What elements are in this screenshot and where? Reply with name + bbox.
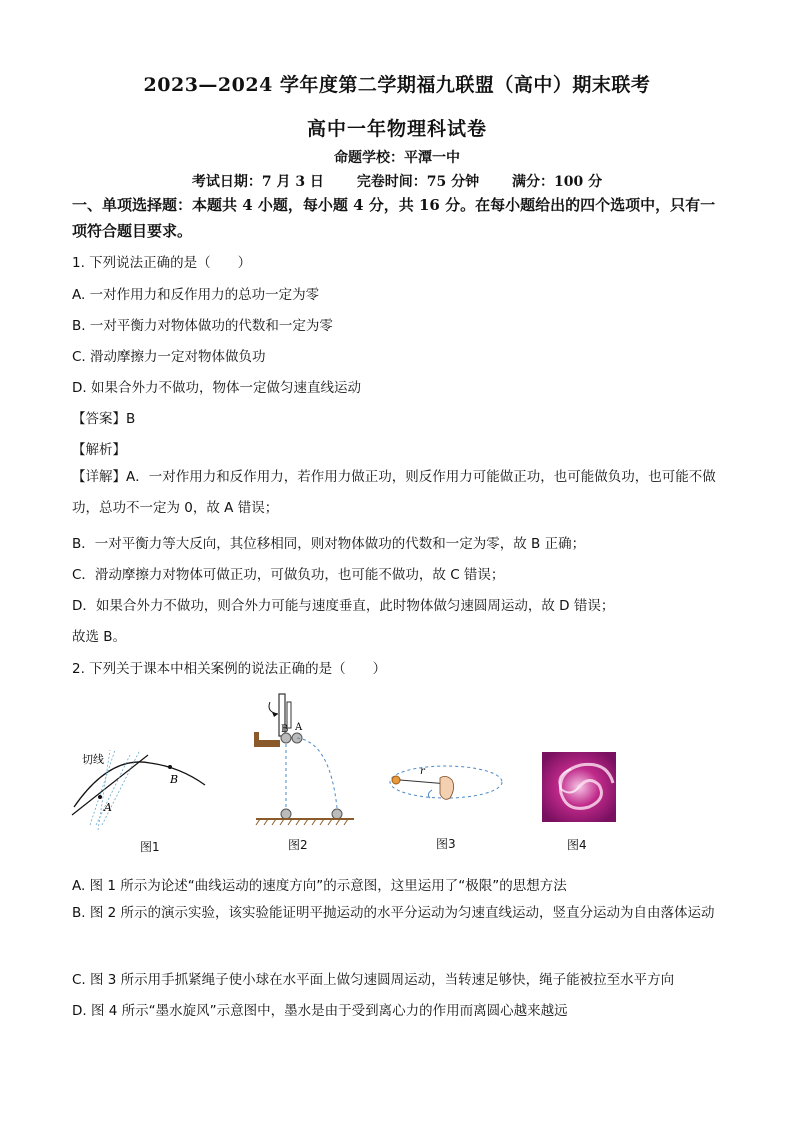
ball-a-landed bbox=[332, 809, 342, 819]
hand bbox=[440, 776, 454, 799]
figure-2-projectile-demo bbox=[250, 688, 360, 830]
q1-option-b: B. 一对平衡力对物体做功的代数和一定为零 bbox=[72, 318, 333, 334]
projectile-path bbox=[297, 738, 337, 808]
tangent-label: 切线 bbox=[82, 753, 104, 766]
point-b bbox=[168, 765, 172, 769]
q2-option-b: B. 图 2 所示的演示实验，该实验能证明平抛运动的水平分运动为匀速直线运动，竖直分运动为自由落体运动 bbox=[72, 905, 715, 921]
exam-subtitle: 高中一年物理科试卷 bbox=[306, 118, 487, 140]
trajectory-curve bbox=[74, 762, 205, 807]
label-a: A bbox=[295, 722, 303, 733]
exam-title: 2023—2024 学年度第二学期福九联盟（高中）期末联考 bbox=[143, 74, 651, 96]
q1-option-a: A. 一对作用力和反作用力的总功一定为零 bbox=[72, 287, 320, 303]
q1-analysis: 【解析】 bbox=[72, 442, 126, 458]
exam-duration: 完卷时间：75 分钟 bbox=[356, 174, 480, 190]
label-b: B bbox=[170, 773, 179, 786]
arrow-head bbox=[272, 712, 278, 717]
figure-2-caption: 图2 bbox=[288, 838, 308, 852]
point-a bbox=[98, 795, 102, 799]
ball-b-landed bbox=[281, 809, 291, 819]
figure-1-caption: 图1 bbox=[140, 840, 160, 854]
label-b: B bbox=[281, 724, 289, 735]
q1-option-d: D. 如果合外力不做功，物体一定做匀速直线运动 bbox=[72, 380, 361, 396]
q1-conclusion: 故选 B。 bbox=[72, 629, 127, 645]
figure-4-caption: 图4 bbox=[567, 838, 587, 852]
q1-stem: 1. 下列说法正确的是（ ） bbox=[72, 255, 252, 271]
hammer-arrow bbox=[269, 702, 278, 714]
q1-detail-c: C．滑动摩擦力对物体可做正功，可做负功，也可能不做功，故 C 错误； bbox=[72, 567, 505, 583]
platform-edge bbox=[254, 732, 259, 747]
exam-school: 命题学校：平潭一中 bbox=[334, 150, 460, 166]
label-a: A bbox=[104, 801, 112, 814]
exam-date: 考试日期：7 月 3 日 bbox=[191, 174, 324, 190]
q2-stem: 2. 下列关于课本中相关案例的说法正确的是（ ） bbox=[72, 661, 387, 677]
q1-detail-b: B．一对平衡力等大反向，其位移相同，则对物体做功的代数和一定为零，故 B 正确； bbox=[72, 536, 586, 552]
rotation-arrow bbox=[428, 790, 432, 798]
q1-option-c: C. 滑动摩擦力一定对物体做负功 bbox=[72, 349, 266, 365]
q2-option-d: D. 图 4 所示“墨水旋风”示意图中，墨水是由于受到离心力的作用而离圆心越来越远 bbox=[72, 1003, 568, 1019]
figure-4-ink-vortex bbox=[542, 752, 616, 822]
label-r: r bbox=[420, 766, 425, 777]
figure-1-curve-tangent bbox=[70, 745, 210, 830]
q2-option-a: A. 图 1 所示为论述“曲线运动的速度方向”的示意图，这里运用了“极限”的思想方法 bbox=[72, 878, 567, 894]
q1-detail-d: D．如果合外力不做功，则合外力可能与速度垂直，此时物体做匀速圆周运动，故 D 错误； bbox=[72, 598, 615, 614]
q2-option-c: C. 图 3 所示用手抓紧绳子使小球在水平面上做匀速圆周运动，当转速足够快，绳子能被拉至水平方向 bbox=[72, 972, 675, 988]
ball bbox=[392, 776, 400, 784]
q1-answer: 【答案】B bbox=[72, 411, 136, 427]
q1-detail-a: 【详解】A．一对作用力和反作用力，若作用力做正功，则反作用力可能做正功，也可能做负功，也可能不做功，总功不一定为 0，故 A 错误； bbox=[72, 469, 716, 516]
exam-full-score: 满分：100 分 bbox=[512, 174, 603, 190]
figure-3-caption: 图3 bbox=[436, 837, 456, 851]
exam-info-line bbox=[0, 171, 794, 191]
figure-3-circular-motion bbox=[388, 760, 508, 810]
section-heading: 一、单项选择题：本题共 4 小题，每小题 4 分，共 16 分。在每小题给出的四个选项中，只有一项符合题目要求。 bbox=[72, 196, 716, 240]
